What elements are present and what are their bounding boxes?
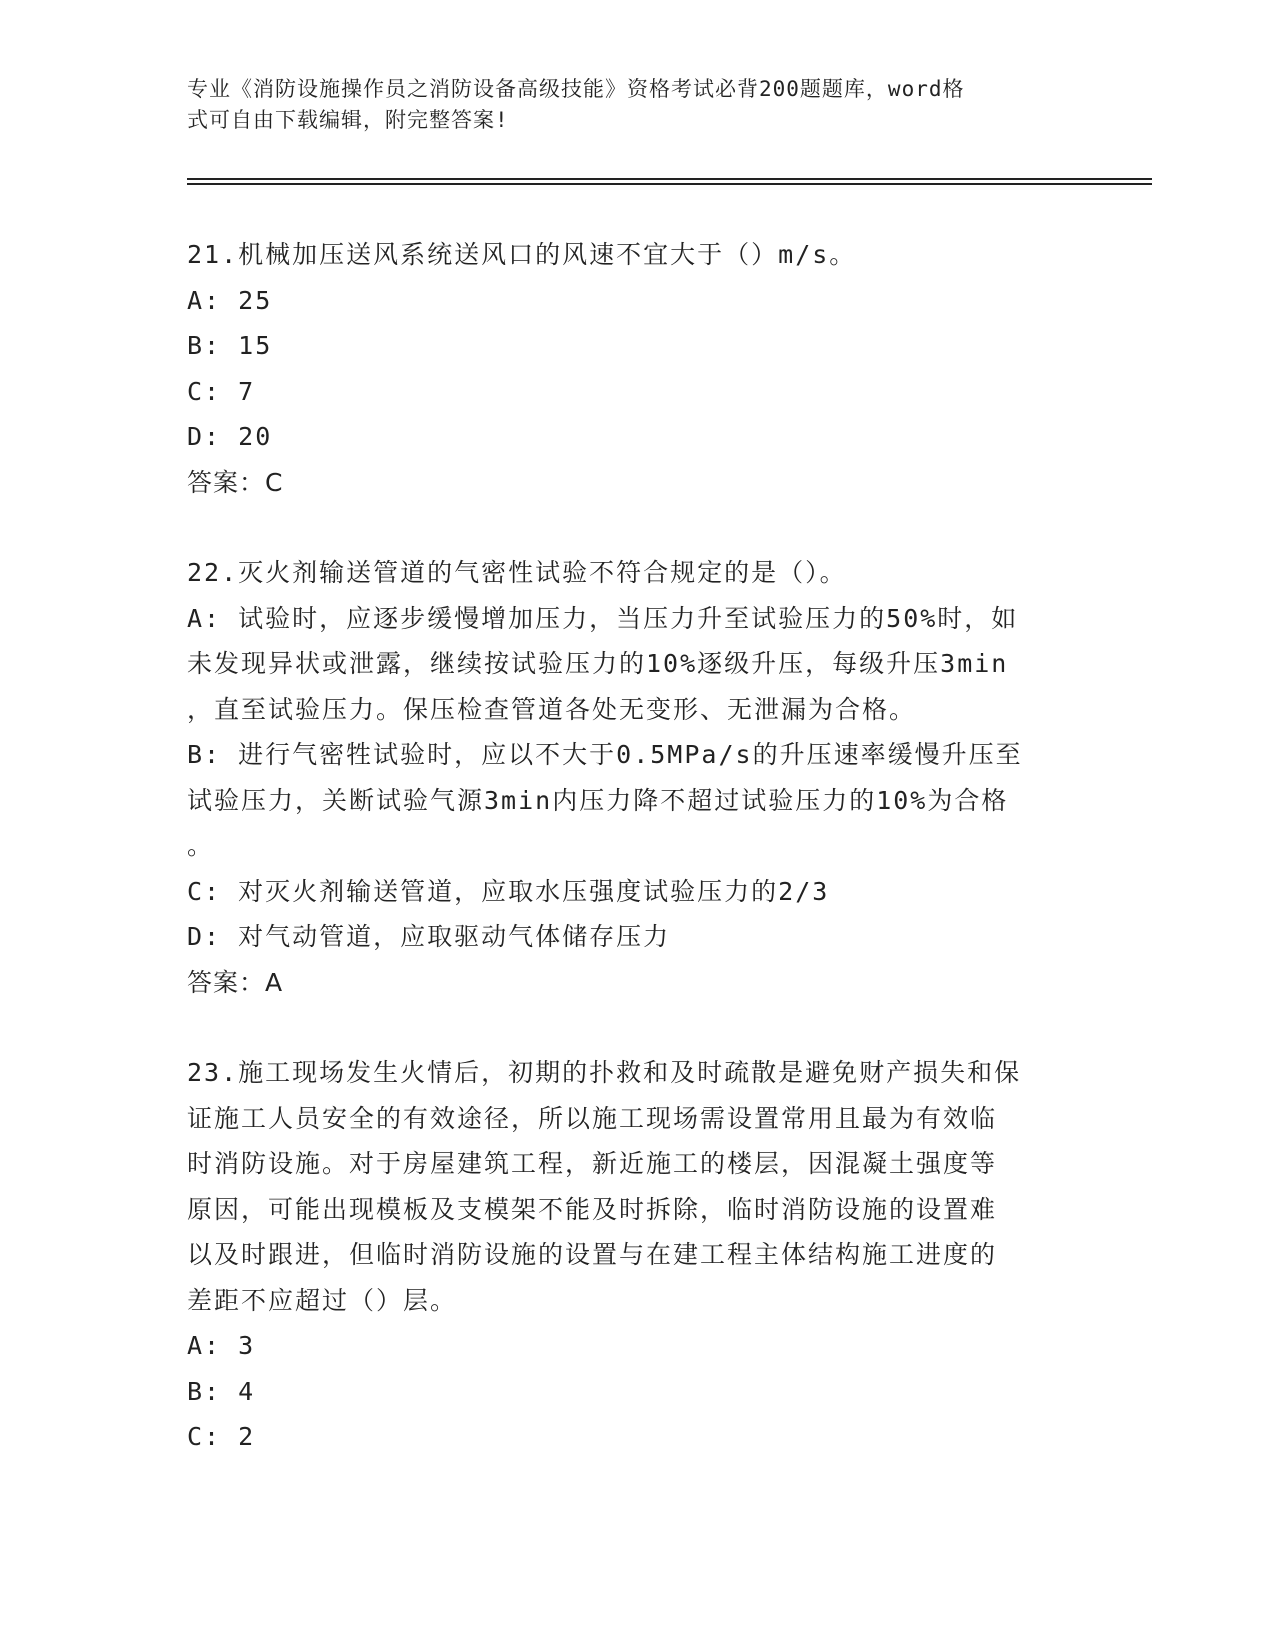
- option-c: C: 7: [187, 376, 256, 406]
- option-a: A: 试验时，应逐步缓慢增加压力，当压力升至试验压力的50%时，如: [187, 603, 1019, 633]
- option-c: C: 对灭火剂输送管道，应取水压强度试验压力的2/3: [187, 876, 830, 906]
- header-divider: [187, 178, 1152, 180]
- answer: 答案：C: [187, 467, 284, 497]
- question-stem-cont: 差距不应超过（）层。: [187, 1285, 458, 1315]
- option-a-cont: ，直至试验压力。保压检查管道各处无变形、无泄漏为合格。: [187, 694, 917, 724]
- option-b: B: 进行气密牲试验时，应以不大于0.5MPa/s的升压速率缓慢升压至: [187, 740, 1023, 769]
- option-d: D: 对气动管道，应取驱动气体储存压力: [187, 922, 671, 951]
- option-a: A: 3: [187, 1331, 256, 1360]
- question-stem: 22.灭火剂输送管道的气密性试验不符合规定的是（）。: [187, 558, 847, 587]
- option-b-cont: 试验压力，关断试验气源3min内压力降不超过试验压力的10%为合格: [187, 785, 1009, 815]
- option-d: D: 20: [187, 422, 273, 451]
- question-stem-cont: 原因，可能出现模板及支模架不能及时拆除，临时消防设施的设置难: [187, 1194, 998, 1224]
- question-stem-cont: 以及时跟进，但临时消防设施的设置与在建工程主体结构施工进度的: [187, 1240, 998, 1269]
- question-stem: 23.施工现场发生火情后，初期的扑救和及时疏散是避免财产损失和保: [187, 1058, 1022, 1087]
- question-stem-cont: 时消防设施。对于房屋建筑工程，新近施工的楼层，因混凝土强度等: [187, 1149, 998, 1178]
- option-b: B: 15: [187, 331, 273, 360]
- option-b: B: 4: [187, 1376, 256, 1406]
- question-stem: 21.机械加压送风系统送风口的风速不宜大于（）m/s。: [187, 240, 857, 269]
- header-divider: [187, 183, 1152, 185]
- question-22: [187, 550, 1077, 1005]
- answer: 答案：A: [187, 967, 284, 997]
- question-stem-cont: 证施工人员安全的有效途径，所以施工现场需设置常用且最为有效临: [187, 1103, 998, 1133]
- question-list: [187, 232, 1077, 1505]
- option-a: A: 25: [187, 285, 273, 315]
- option-b-cont: 。: [187, 831, 215, 860]
- header-line: 专业《消防设施操作员之消防设备高级技能》资格考试必背200题题库，word格: [187, 77, 965, 101]
- question-23: [187, 1050, 1077, 1460]
- header-line: 式可自由下载编辑，附完整答案!: [187, 108, 509, 132]
- option-a-cont: 未发现异状或泄露，继续按试验压力的10%逐级升压，每级升压3min: [187, 649, 1009, 678]
- question-21: [187, 232, 1077, 505]
- option-c: C: 2: [187, 1422, 256, 1451]
- document-header: [187, 74, 1067, 136]
